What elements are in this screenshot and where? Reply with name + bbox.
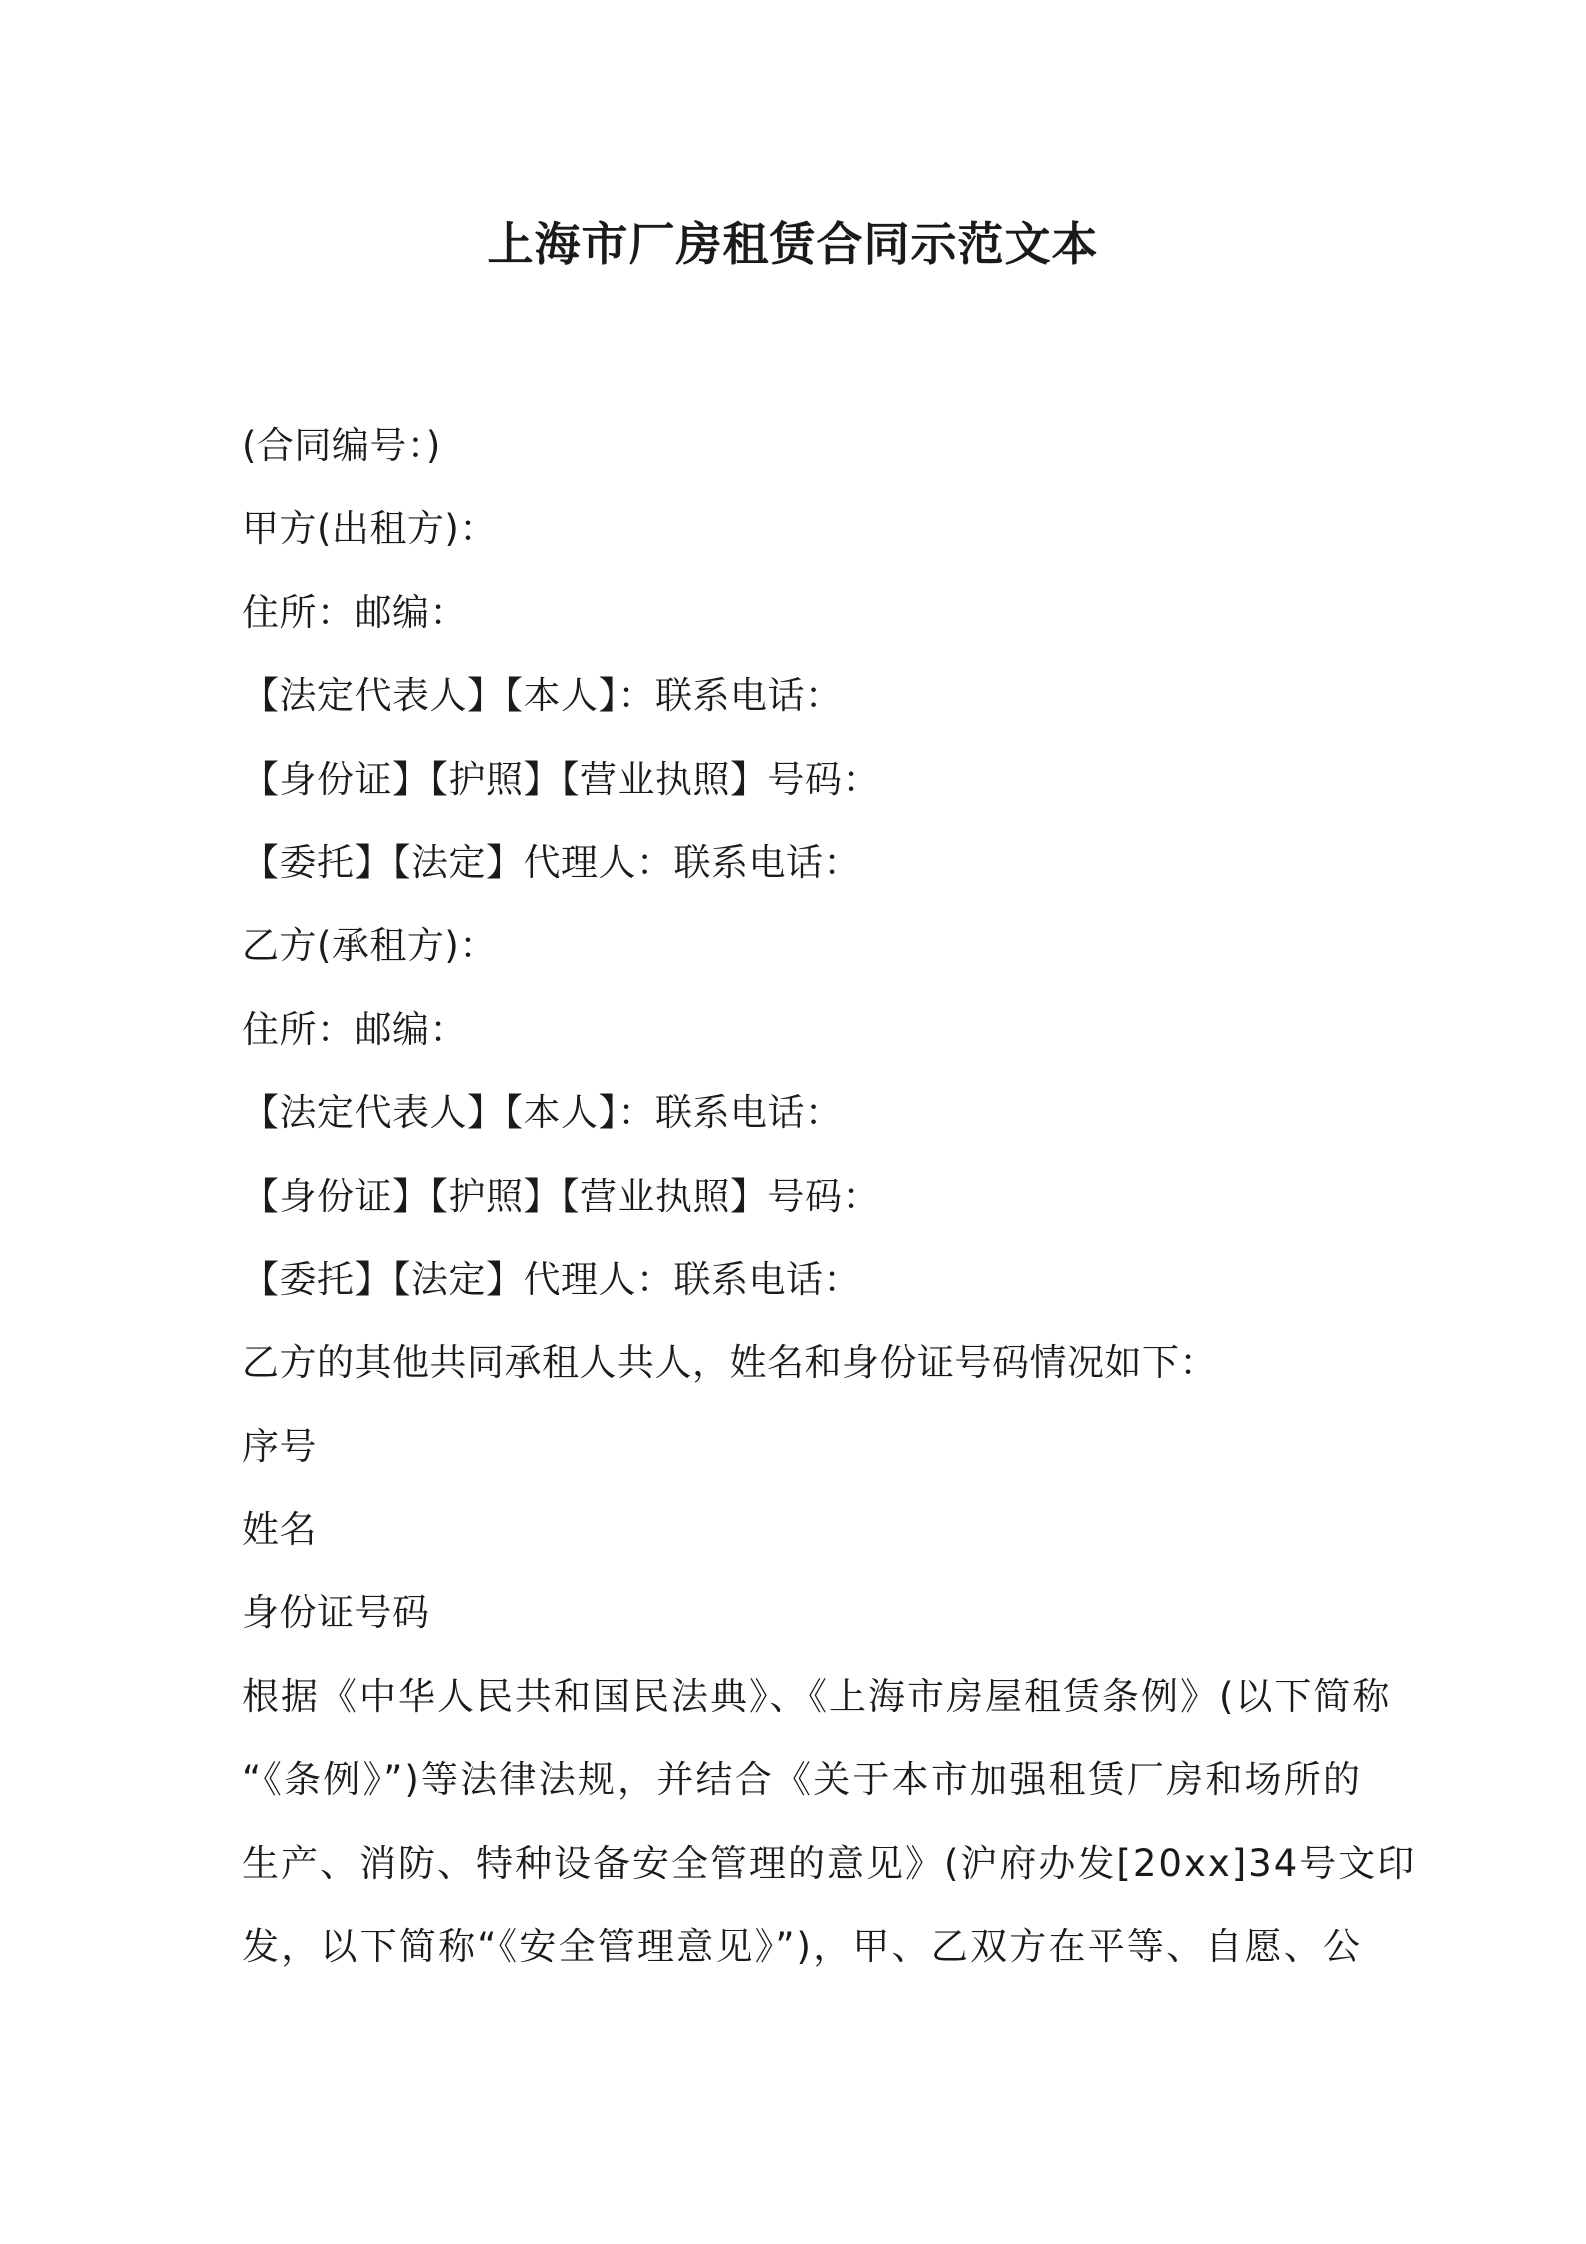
party-a-agent-line: 【委托】【法定】代理人：联系电话： (242, 840, 861, 884)
id-number-label: 身份证号码 (242, 1591, 430, 1635)
party-a-id-line: 【身份证】【护照】【营业执照】号码： (242, 757, 880, 801)
serial-number-label: 序号 (242, 1424, 317, 1468)
party-b-id-line: 【身份证】【护照】【营业执照】号码： (242, 1174, 880, 1218)
contract-number-line: (合同编号：) (242, 424, 441, 467)
party-a-representative-line: 【法定代表人】【本人】：联系电话： (242, 674, 843, 718)
party-a-address-line: 住所：邮编： (242, 590, 467, 634)
party-b-line: 乙方(承租方)： (242, 924, 497, 968)
paragraph-line: “《条例》”)等法律法规，并结合《关于本市加强租赁厂房和场所的 (242, 1758, 1362, 1802)
co-tenants-line: 乙方的其他共同承租人共人，姓名和身份证号码情况如下： (242, 1341, 1217, 1385)
document-body (242, 404, 1417, 1988)
party-b-agent-line: 【委托】【法定】代理人：联系电话： (242, 1257, 861, 1301)
name-label: 姓名 (242, 1508, 317, 1552)
paragraph-line: 生产、消防、特种设备安全管理的意见》(沪府办发[20xx]34号文印 (242, 1841, 1417, 1885)
paragraph-line: 根据《中华人民共和国民法典》、《上海市房屋租赁条例》(以下简称 (242, 1674, 1392, 1718)
party-b-representative-line: 【法定代表人】【本人】：联系电话： (242, 1091, 843, 1135)
document-title: 上海市厂房租赁合同示范文本 (487, 217, 1099, 271)
party-a-line: 甲方(出租方)： (242, 507, 497, 551)
legal-basis-paragraph (242, 1655, 1417, 1989)
party-b-address-line: 住所：邮编： (242, 1007, 467, 1051)
paragraph-line: 发，以下简称“《安全管理意见》”)，甲、乙双方在平等、自愿、公 (242, 1925, 1362, 1969)
